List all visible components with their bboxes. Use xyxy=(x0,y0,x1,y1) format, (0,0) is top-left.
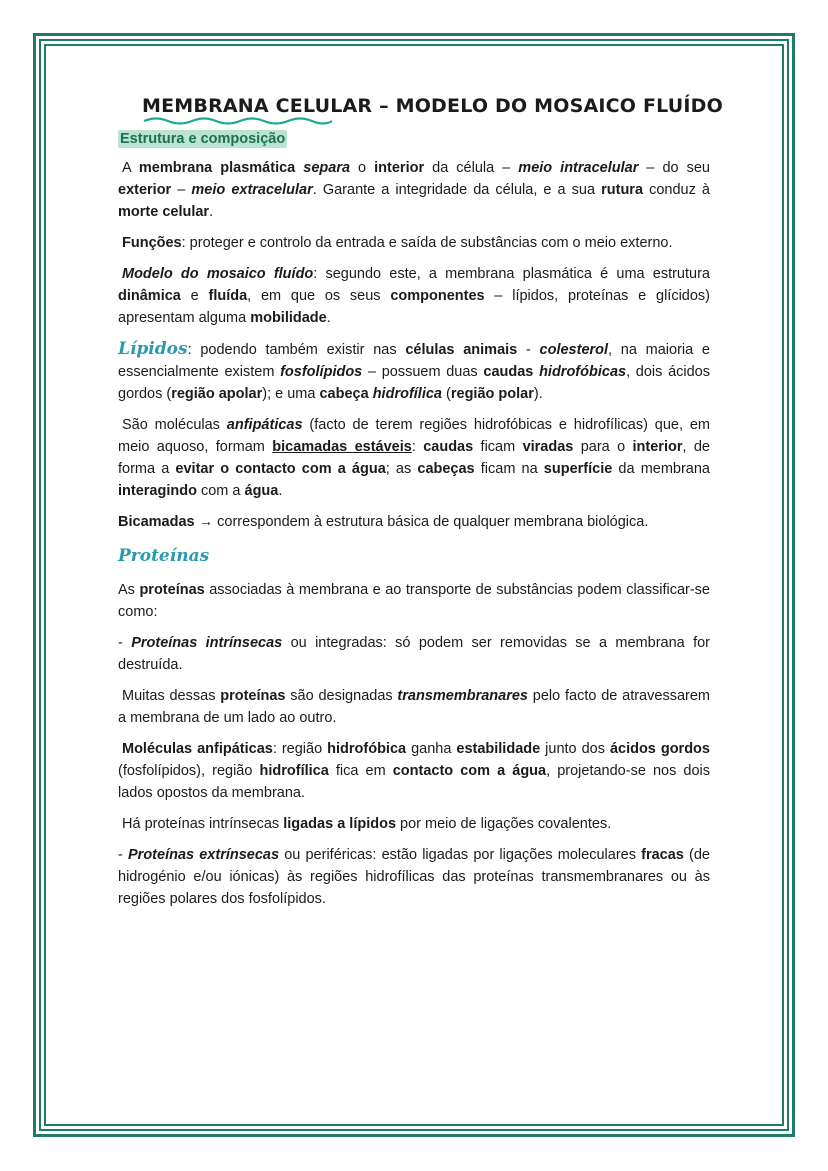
paragraph-moleculas-anfipaticas: Moléculas anfipáticas: região hidrofóbica ganha estabilidade junto dos ácidos gordos (fosfolípidos), região hidrofílica fica em contacto com a água, projetando-se nos dois lados opostos da membrana. xyxy=(118,741,711,801)
paragraph-transmembranares: Muitas dessas proteínas são designadas transmembranares pelo facto de atravessarem a membrana de um lado ao outro. xyxy=(118,688,710,726)
paragraph-modelo: Modelo do mosaico fluído: segundo este, a membrana plasmática é uma estrutura dinâmica e fluída, em que os seus componentes – lípidos, proteínas e glícidos) apresentam alguma mobilidade. xyxy=(118,266,711,326)
paragraph-intrinsecas: - Proteínas intrínsecas ou integradas: só podem ser removidas se a membrana for destruída. xyxy=(118,635,711,673)
paragraph-proteinas-intro: As proteínas associadas à membrana e ao transporte de substâncias podem classificar-se como: xyxy=(118,582,710,620)
lipidos-heading: Lípidos xyxy=(118,339,188,359)
document-body xyxy=(118,92,723,910)
section-heading-estrutura: Estrutura e composição xyxy=(120,131,286,147)
title-rest: – MODELO DO MOSAICO FLUÍDO xyxy=(372,95,723,117)
paragraph-bicamadas: Bicamadas → corresponde​m à estrutura básica de qualquer membrana biológica. xyxy=(118,514,649,530)
title-main: MEMBRANA CELULAR xyxy=(142,95,373,117)
section-heading-proteinas: Proteínas xyxy=(118,546,210,566)
paragraph-anfipaticas: São moléculas anfipáticas (facto de terem regiões hidrofóbicas e hidrofílicas) que, em meio aquoso, formam bicamadas estáveis: caudas ficam viradas para o interior, de forma a evitar o contacto com a água; as cabeças ficam na superfície da membrana interagindo com a água. xyxy=(118,417,711,499)
paragraph-ligadas-lipidos: Há proteínas intrínsecas ligadas a lípidos por meio de ligações covalentes. xyxy=(122,816,612,832)
squiggle-underline xyxy=(142,116,334,126)
paragraph-extrinsecas: - Proteínas extrínsecas ou periféricas: estão ligadas por ligações moleculares fracas (de hidrogénio e/ou iónicas) às regiões hidrofílicas das proteínas transmembranares ou às regiões polares dos fosfolípidos. xyxy=(118,847,710,907)
paragraph-funcoes: Funções: proteger e controlo da entrada e saída de substâncias com o meio externo. xyxy=(122,235,673,251)
page-title xyxy=(142,92,723,120)
paragraph-lipidos: Lípidos: podendo também existir nas células animais - colesterol, na maioria e essencialmente existem fosfolípidos – possuem duas caudas hidrofóbicas, dois ácidos gordos (região apolar); e uma cabeça hidrofílica (região polar). xyxy=(118,339,711,402)
paragraph-membrana: A membrana plasmática separa o interior da célula – meio intracelular – do seu exterior – meio extracelular. Garante a integridade da célula, e a sua rutura conduz à morte celular. xyxy=(118,160,710,220)
